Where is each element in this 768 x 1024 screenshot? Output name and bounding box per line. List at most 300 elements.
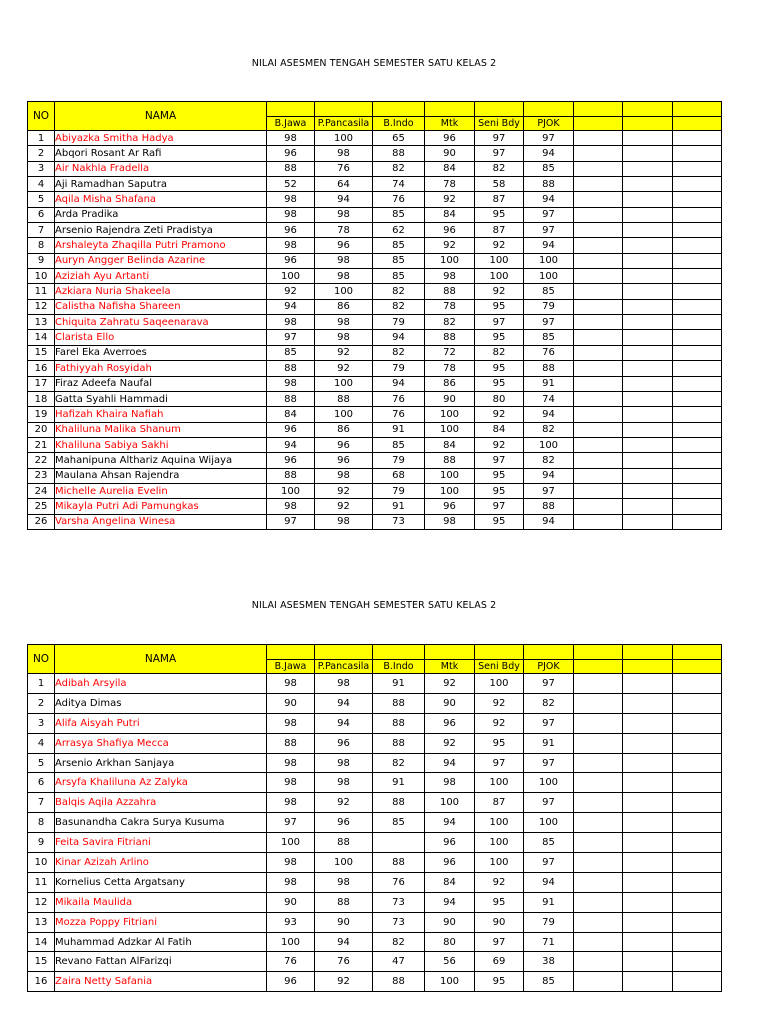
score-cell: 98 <box>315 872 373 892</box>
header-spacer <box>524 102 574 117</box>
header-spacer <box>267 102 315 117</box>
student-name: Gatta Syahli Hammadi <box>55 391 267 406</box>
score-cell: 82 <box>373 161 425 176</box>
row-number: 26 <box>28 514 55 529</box>
student-name: Mozza Poppy Fitriani <box>55 912 267 932</box>
row-number: 5 <box>28 753 55 773</box>
score-cell: 92 <box>475 713 524 733</box>
row-number: 2 <box>28 693 55 713</box>
score-cell: 82 <box>373 299 425 314</box>
score-cell: 98 <box>425 269 475 284</box>
table-row <box>28 131 722 146</box>
score-cell: 85 <box>373 437 425 452</box>
header-subject <box>574 660 623 674</box>
score-cell: 94 <box>425 813 475 833</box>
student-name: Khaliluna Malika Shanum <box>55 422 267 437</box>
score-cell: 85 <box>373 813 425 833</box>
table-row <box>28 330 722 345</box>
empty-cell <box>574 972 623 992</box>
score-cell: 96 <box>267 972 315 992</box>
score-cell: 100 <box>475 773 524 793</box>
empty-cell <box>673 407 722 422</box>
score-cell: 92 <box>475 284 524 299</box>
table-row <box>28 376 722 391</box>
score-cell: 97 <box>524 131 574 146</box>
table-row <box>28 499 722 514</box>
score-cell: 87 <box>475 793 524 813</box>
empty-cell <box>673 453 722 468</box>
score-cell: 73 <box>373 912 425 932</box>
score-cell: 100 <box>475 253 524 268</box>
student-name: Aditya Dimas <box>55 693 267 713</box>
empty-cell <box>574 872 623 892</box>
score-cell: 88 <box>373 693 425 713</box>
score-cell: 96 <box>267 223 315 238</box>
header-subject: B.Jawa <box>267 117 315 131</box>
empty-cell <box>623 453 673 468</box>
score-cell: 94 <box>524 514 574 529</box>
row-number: 10 <box>28 853 55 873</box>
score-cell: 76 <box>315 161 373 176</box>
score-cell: 97 <box>267 514 315 529</box>
empty-cell <box>574 932 623 952</box>
score-cell: 76 <box>373 391 425 406</box>
score-cell: 88 <box>373 733 425 753</box>
table-row <box>28 407 722 422</box>
score-cell: 84 <box>425 437 475 452</box>
student-name: Farel Eka Averroes <box>55 345 267 360</box>
student-name: Calistha Nafisha Shareen <box>55 299 267 314</box>
empty-cell <box>623 269 673 284</box>
row-number: 1 <box>28 674 55 694</box>
student-name: Abqori Rosant Ar Rafi <box>55 146 267 161</box>
score-cell: 94 <box>425 753 475 773</box>
empty-cell <box>574 468 623 483</box>
student-name: Michelle Aurelia Evelin <box>55 483 267 498</box>
score-cell: 97 <box>524 793 574 813</box>
student-name: Fathiyyah Rosyidah <box>55 361 267 376</box>
header-spacer <box>673 645 722 660</box>
empty-cell <box>623 192 673 207</box>
score-cell: 90 <box>267 892 315 912</box>
score-cell: 69 <box>475 952 524 972</box>
score-cell: 98 <box>267 238 315 253</box>
empty-cell <box>574 161 623 176</box>
score-cell: 92 <box>475 407 524 422</box>
row-number: 24 <box>28 483 55 498</box>
row-number: 12 <box>28 299 55 314</box>
table-row <box>28 253 722 268</box>
table-row <box>28 912 722 932</box>
table-row <box>28 269 722 284</box>
table-1-title: NILAI ASESMEN TENGAH SEMESTER SATU KELAS 2 <box>251 58 497 69</box>
score-cell: 91 <box>524 733 574 753</box>
score-cell: 100 <box>267 833 315 853</box>
score-cell: 84 <box>425 161 475 176</box>
score-cell: 100 <box>475 674 524 694</box>
score-cell: 95 <box>475 892 524 912</box>
empty-cell <box>673 207 722 222</box>
empty-cell <box>574 330 623 345</box>
student-name: Arsenio Arkhan Sanjaya <box>55 753 267 773</box>
empty-cell <box>673 131 722 146</box>
table-row <box>28 773 722 793</box>
student-name: Hafizah Khaira Nafiah <box>55 407 267 422</box>
score-cell <box>373 833 425 853</box>
score-cell: 92 <box>315 793 373 813</box>
score-cell: 98 <box>315 330 373 345</box>
row-number: 11 <box>28 284 55 299</box>
empty-cell <box>623 207 673 222</box>
empty-cell <box>623 391 673 406</box>
score-cell: 74 <box>373 177 425 192</box>
student-name: Mikayla Putri Adi Pamungkas <box>55 499 267 514</box>
row-number: 6 <box>28 207 55 222</box>
score-cell: 100 <box>524 813 574 833</box>
empty-cell <box>623 161 673 176</box>
header-spacer <box>574 645 623 660</box>
empty-cell <box>673 376 722 391</box>
student-name: Kinar Azizah Arlino <box>55 853 267 873</box>
score-cell: 85 <box>373 253 425 268</box>
score-cell: 86 <box>315 299 373 314</box>
score-cell: 90 <box>425 391 475 406</box>
score-cell: 84 <box>425 872 475 892</box>
student-name: Maulana Ahsan Rajendra <box>55 468 267 483</box>
row-number: 7 <box>28 793 55 813</box>
empty-cell <box>623 753 673 773</box>
score-cell: 96 <box>425 853 475 873</box>
header-spacer <box>524 645 574 660</box>
score-cell: 71 <box>524 932 574 952</box>
empty-cell <box>574 146 623 161</box>
empty-cell <box>574 952 623 972</box>
empty-cell <box>623 345 673 360</box>
empty-cell <box>574 892 623 912</box>
row-number: 25 <box>28 499 55 514</box>
score-cell: 88 <box>373 146 425 161</box>
score-cell: 92 <box>425 192 475 207</box>
header-spacer <box>623 645 673 660</box>
empty-cell <box>574 912 623 932</box>
score-cell: 92 <box>475 872 524 892</box>
score-cell: 98 <box>267 207 315 222</box>
score-cell: 85 <box>373 269 425 284</box>
score-cell: 95 <box>475 330 524 345</box>
empty-cell <box>673 437 722 452</box>
score-cell: 90 <box>425 146 475 161</box>
score-cell: 47 <box>373 952 425 972</box>
student-name: Air Nakhla Fradella <box>55 161 267 176</box>
score-cell: 80 <box>425 932 475 952</box>
row-number: 19 <box>28 407 55 422</box>
empty-cell <box>574 223 623 238</box>
grade-table-1 <box>27 101 722 530</box>
score-cell: 98 <box>267 853 315 873</box>
score-cell: 82 <box>475 161 524 176</box>
empty-cell <box>623 330 673 345</box>
score-cell: 94 <box>267 437 315 452</box>
row-number: 1 <box>28 131 55 146</box>
score-cell: 98 <box>267 872 315 892</box>
row-number: 14 <box>28 330 55 345</box>
table-row <box>28 514 722 529</box>
header-subject: B.Jawa <box>267 660 315 674</box>
table-row <box>28 872 722 892</box>
empty-cell <box>623 972 673 992</box>
score-cell: 96 <box>315 453 373 468</box>
row-number: 21 <box>28 437 55 452</box>
score-cell: 72 <box>425 345 475 360</box>
empty-cell <box>623 238 673 253</box>
empty-cell <box>574 733 623 753</box>
header-subject <box>623 117 673 131</box>
empty-cell <box>574 514 623 529</box>
score-cell: 95 <box>475 514 524 529</box>
score-cell: 79 <box>373 315 425 330</box>
score-cell: 100 <box>315 376 373 391</box>
table-row <box>28 223 722 238</box>
score-cell: 82 <box>373 284 425 299</box>
empty-cell <box>623 361 673 376</box>
score-cell: 97 <box>267 813 315 833</box>
score-cell: 94 <box>524 407 574 422</box>
score-cell: 97 <box>524 674 574 694</box>
score-cell: 98 <box>267 315 315 330</box>
empty-cell <box>623 437 673 452</box>
empty-cell <box>623 146 673 161</box>
score-cell: 78 <box>425 299 475 314</box>
score-cell: 90 <box>267 693 315 713</box>
score-cell: 95 <box>475 376 524 391</box>
score-cell: 96 <box>425 833 475 853</box>
header-subject <box>623 660 673 674</box>
table-row <box>28 468 722 483</box>
empty-cell <box>623 773 673 793</box>
header-spacer <box>574 102 623 117</box>
empty-cell <box>673 315 722 330</box>
score-cell: 98 <box>315 315 373 330</box>
score-cell: 98 <box>315 253 373 268</box>
score-cell: 100 <box>315 853 373 873</box>
header-nama: NAMA <box>55 102 267 131</box>
empty-cell <box>673 833 722 853</box>
score-cell: 98 <box>267 131 315 146</box>
empty-cell <box>623 674 673 694</box>
score-cell: 98 <box>425 514 475 529</box>
score-cell: 97 <box>524 223 574 238</box>
empty-cell <box>574 207 623 222</box>
empty-cell <box>623 284 673 299</box>
score-cell: 84 <box>475 422 524 437</box>
empty-cell <box>673 269 722 284</box>
row-number: 16 <box>28 972 55 992</box>
empty-cell <box>673 853 722 873</box>
empty-cell <box>673 773 722 793</box>
score-cell: 87 <box>475 192 524 207</box>
empty-cell <box>574 284 623 299</box>
score-cell: 100 <box>524 773 574 793</box>
score-cell: 100 <box>475 853 524 873</box>
score-cell: 64 <box>315 177 373 192</box>
header-spacer <box>475 102 524 117</box>
table-row <box>28 952 722 972</box>
score-cell: 56 <box>425 952 475 972</box>
score-cell: 85 <box>524 330 574 345</box>
score-cell: 98 <box>315 146 373 161</box>
score-cell: 78 <box>315 223 373 238</box>
empty-cell <box>574 131 623 146</box>
score-cell: 94 <box>524 872 574 892</box>
student-name: Balqis Aqila Azzahra <box>55 793 267 813</box>
score-cell: 82 <box>373 753 425 773</box>
score-cell: 95 <box>475 361 524 376</box>
score-cell: 88 <box>315 833 373 853</box>
score-cell: 98 <box>267 499 315 514</box>
table-row <box>28 391 722 406</box>
empty-cell <box>574 407 623 422</box>
score-cell: 95 <box>475 299 524 314</box>
table-2-title: NILAI ASESMEN TENGAH SEMESTER SATU KELAS 2 <box>251 600 497 611</box>
score-cell: 88 <box>373 972 425 992</box>
score-cell: 76 <box>524 345 574 360</box>
score-cell: 68 <box>373 468 425 483</box>
score-cell: 73 <box>373 892 425 912</box>
empty-cell <box>673 391 722 406</box>
empty-cell <box>574 177 623 192</box>
score-cell: 100 <box>425 253 475 268</box>
score-cell: 92 <box>315 972 373 992</box>
score-cell: 98 <box>315 207 373 222</box>
score-cell: 96 <box>315 437 373 452</box>
score-cell: 76 <box>373 407 425 422</box>
row-number: 10 <box>28 269 55 284</box>
empty-cell <box>574 773 623 793</box>
empty-cell <box>574 674 623 694</box>
row-number: 3 <box>28 713 55 733</box>
table-row <box>28 972 722 992</box>
header-no: NO <box>28 645 55 674</box>
table-row <box>28 192 722 207</box>
score-cell: 76 <box>267 952 315 972</box>
score-cell: 94 <box>524 468 574 483</box>
score-cell: 95 <box>475 468 524 483</box>
score-cell: 91 <box>524 892 574 912</box>
empty-cell <box>623 952 673 972</box>
score-cell: 85 <box>524 833 574 853</box>
score-cell: 92 <box>475 693 524 713</box>
score-cell: 97 <box>524 753 574 773</box>
score-cell: 90 <box>475 912 524 932</box>
student-name: Azkiara Nuria Shakeela <box>55 284 267 299</box>
empty-cell <box>623 376 673 391</box>
empty-cell <box>673 177 722 192</box>
score-cell: 78 <box>425 361 475 376</box>
empty-cell <box>673 146 722 161</box>
score-cell: 92 <box>315 483 373 498</box>
score-cell: 94 <box>315 713 373 733</box>
row-number: 5 <box>28 192 55 207</box>
score-cell: 79 <box>524 912 574 932</box>
score-cell: 88 <box>267 361 315 376</box>
empty-cell <box>574 422 623 437</box>
score-cell: 98 <box>315 753 373 773</box>
empty-cell <box>673 713 722 733</box>
student-name: Arda Pradika <box>55 207 267 222</box>
score-cell: 100 <box>425 793 475 813</box>
score-cell: 92 <box>315 499 373 514</box>
table-row <box>28 361 722 376</box>
score-cell: 88 <box>425 453 475 468</box>
score-cell: 96 <box>315 238 373 253</box>
score-cell: 97 <box>475 146 524 161</box>
row-number: 7 <box>28 223 55 238</box>
empty-cell <box>623 514 673 529</box>
header-spacer <box>315 645 373 660</box>
empty-cell <box>673 223 722 238</box>
score-cell: 88 <box>373 713 425 733</box>
score-cell: 79 <box>524 299 574 314</box>
table-row <box>28 422 722 437</box>
empty-cell <box>673 422 722 437</box>
table-row <box>28 483 722 498</box>
row-number: 23 <box>28 468 55 483</box>
score-cell: 98 <box>315 269 373 284</box>
score-cell: 96 <box>315 813 373 833</box>
empty-cell <box>623 813 673 833</box>
score-cell: 100 <box>425 422 475 437</box>
empty-cell <box>574 391 623 406</box>
table-row <box>28 453 722 468</box>
score-cell: 80 <box>475 391 524 406</box>
empty-cell <box>673 253 722 268</box>
header-subject: B.Indo <box>373 660 425 674</box>
empty-cell <box>623 892 673 912</box>
empty-cell <box>574 315 623 330</box>
header-spacer <box>373 102 425 117</box>
score-cell: 92 <box>425 238 475 253</box>
empty-cell <box>673 952 722 972</box>
header-subject: P.Pancasila <box>315 117 373 131</box>
empty-cell <box>673 284 722 299</box>
score-cell: 88 <box>425 284 475 299</box>
empty-cell <box>623 499 673 514</box>
score-cell: 98 <box>315 468 373 483</box>
student-name: Basunandha Cakra Surya Kusuma <box>55 813 267 833</box>
score-cell: 90 <box>425 693 475 713</box>
row-number: 8 <box>28 238 55 253</box>
empty-cell <box>623 223 673 238</box>
header-no: NO <box>28 102 55 131</box>
score-cell: 94 <box>425 892 475 912</box>
score-cell: 91 <box>373 422 425 437</box>
score-cell: 88 <box>524 361 574 376</box>
score-cell: 97 <box>267 330 315 345</box>
score-cell: 62 <box>373 223 425 238</box>
score-cell: 93 <box>267 912 315 932</box>
score-cell: 100 <box>524 269 574 284</box>
empty-cell <box>623 315 673 330</box>
empty-cell <box>623 253 673 268</box>
empty-cell <box>673 514 722 529</box>
score-cell: 82 <box>373 345 425 360</box>
row-number: 6 <box>28 773 55 793</box>
empty-cell <box>673 813 722 833</box>
score-cell: 76 <box>315 952 373 972</box>
student-name: Feita Savira Fitriani <box>55 833 267 853</box>
score-cell: 85 <box>524 161 574 176</box>
header-subject: Seni Bdy <box>475 660 524 674</box>
